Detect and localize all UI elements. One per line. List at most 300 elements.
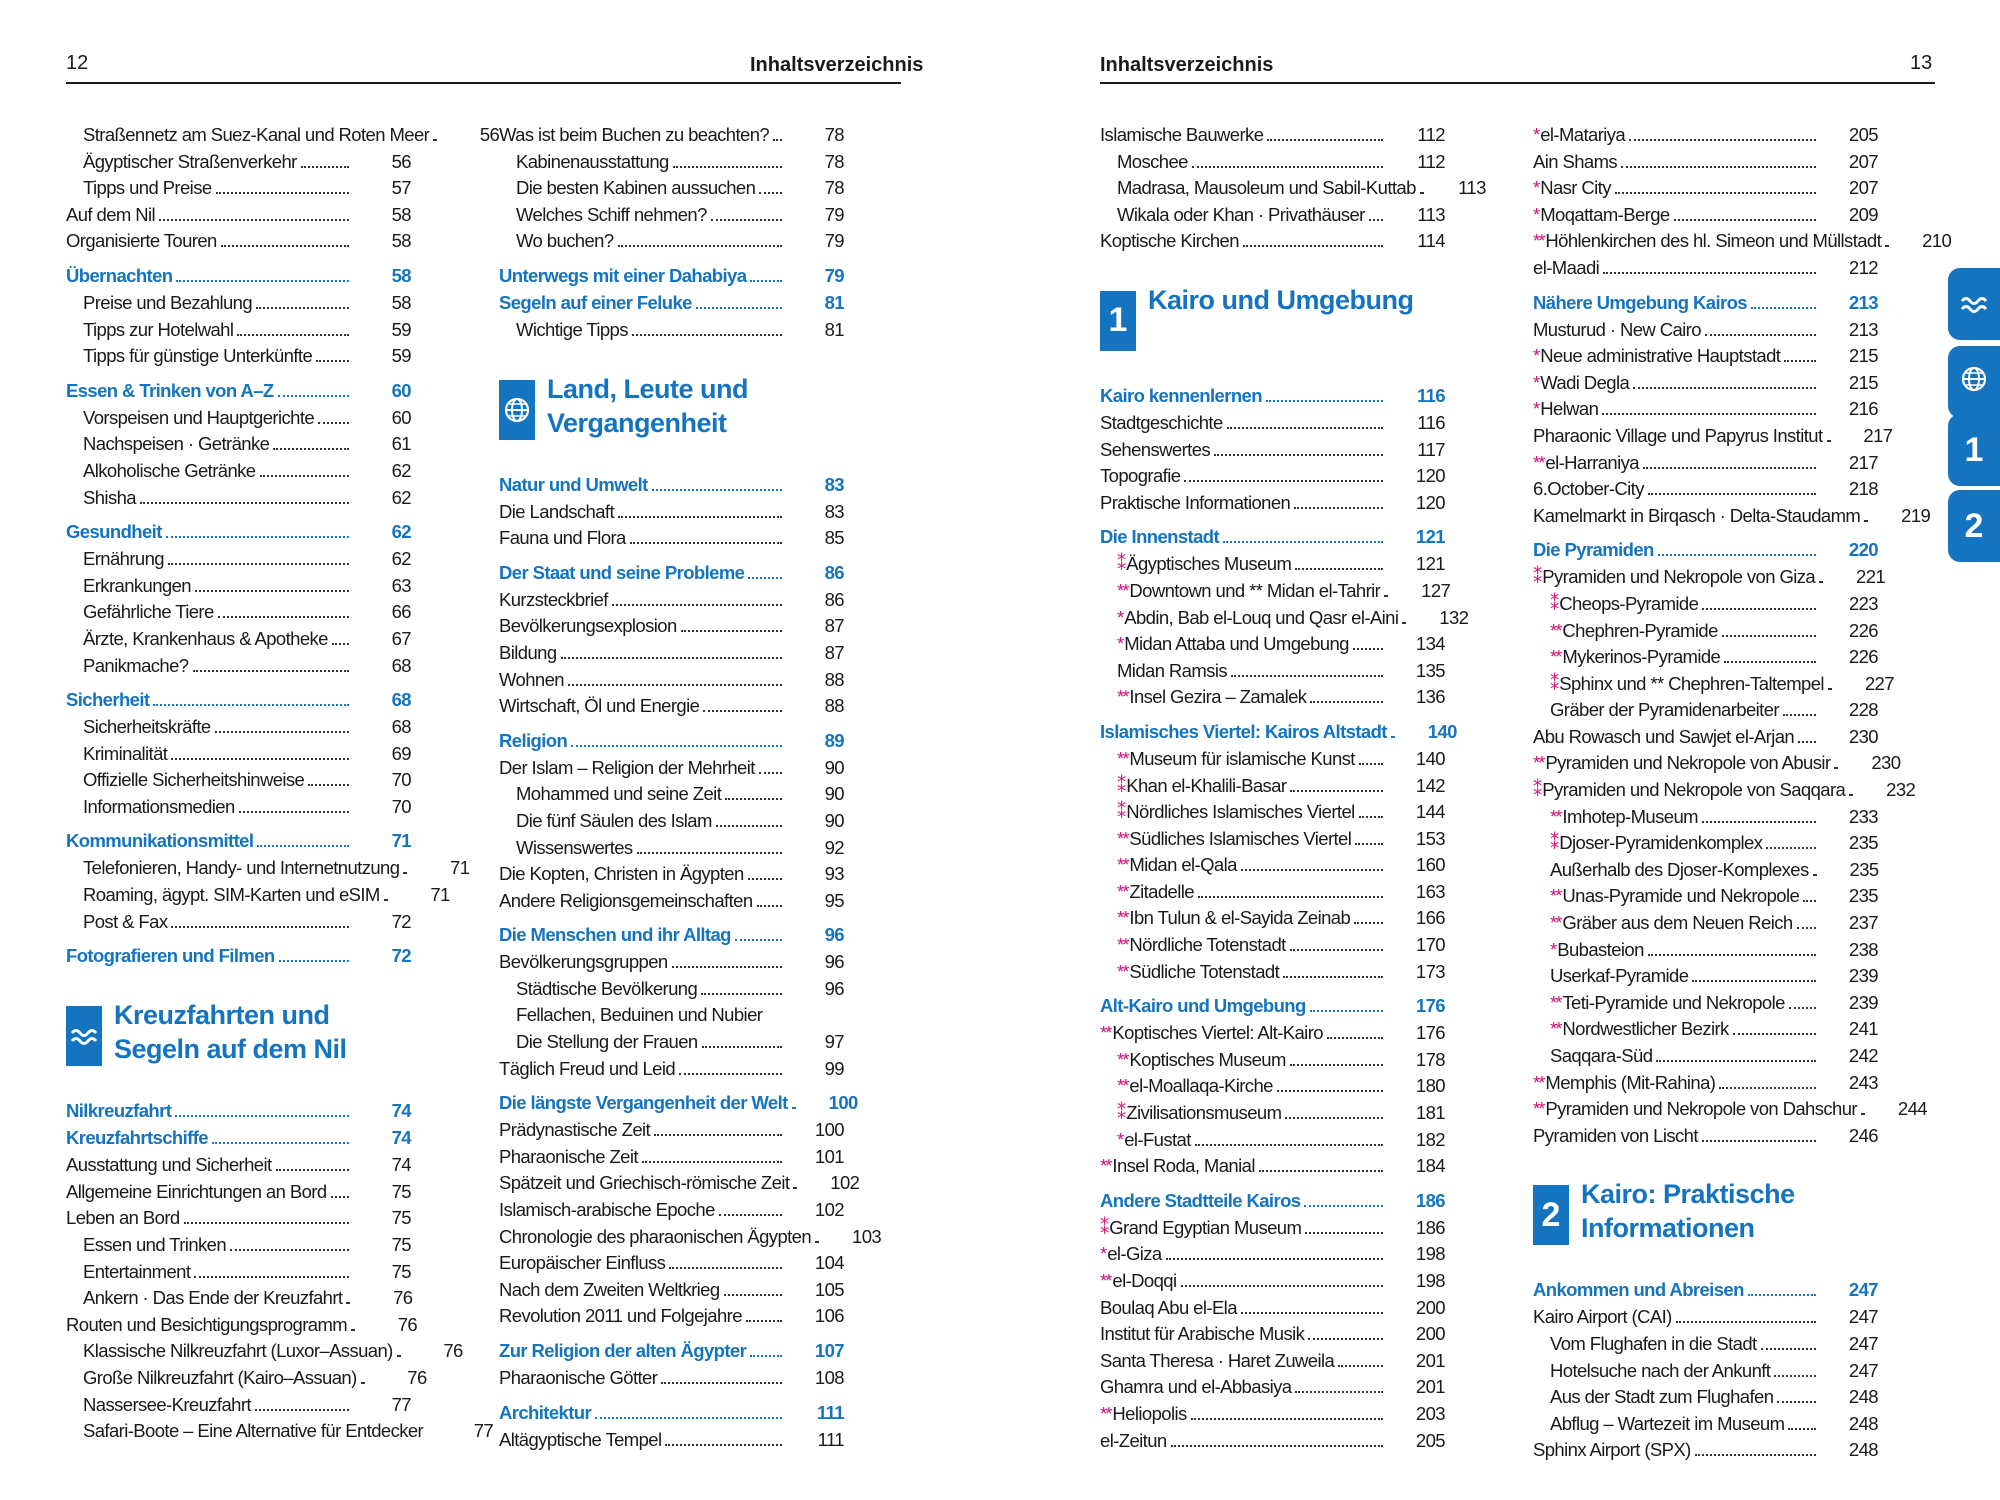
toc-entry-title: Kairo kennenlernen xyxy=(1100,384,1262,406)
toc-entry[interactable] xyxy=(499,1365,844,1392)
toc-entry[interactable] xyxy=(499,175,844,202)
left-header-rule xyxy=(66,82,901,84)
toc-entry[interactable] xyxy=(1100,1047,1445,1074)
page-number: 68 xyxy=(391,716,411,738)
toc-section-entry[interactable] xyxy=(499,263,844,290)
toc-entry[interactable] xyxy=(1533,1358,1878,1385)
toc-section-entry[interactable] xyxy=(1100,383,1445,410)
toc-entry[interactable] xyxy=(1100,1268,1445,1295)
toc-section-entry[interactable] xyxy=(1100,719,1457,746)
toc-entry[interactable] xyxy=(1100,149,1445,176)
toc-entry[interactable] xyxy=(1100,826,1445,853)
toc-entry[interactable] xyxy=(499,667,844,694)
toc-entry-title: Sicherheit xyxy=(66,689,150,711)
toc-entry[interactable] xyxy=(1100,1127,1445,1154)
chapter-heading[interactable] xyxy=(1100,279,1445,375)
toc-entry[interactable] xyxy=(66,228,411,255)
toc-entry-title: Sphinx und ** Chephren-Taltempel xyxy=(1559,672,1824,694)
toc-entry[interactable] xyxy=(1100,1100,1445,1127)
toc-entry[interactable] xyxy=(1533,618,1878,645)
toc-entry[interactable] xyxy=(1533,343,1878,370)
toc-entry[interactable] xyxy=(66,405,411,432)
toc-entry[interactable] xyxy=(1533,671,1894,698)
dot-leader xyxy=(279,960,349,962)
toc-entry[interactable] xyxy=(499,587,844,614)
right-header-rule xyxy=(1100,82,1935,84)
toc-entry[interactable] xyxy=(1533,883,1878,910)
toc-entry[interactable] xyxy=(499,317,844,344)
toc-entry[interactable] xyxy=(1533,228,1952,255)
toc-entry[interactable] xyxy=(499,1170,860,1197)
thumb-tab-label: 1 xyxy=(1964,430,1984,469)
toc-entry[interactable] xyxy=(1533,317,1878,344)
page-number: 120 xyxy=(1415,491,1445,513)
toc-entry[interactable] xyxy=(499,202,844,229)
page-number: 173 xyxy=(1415,960,1445,982)
toc-entry[interactable] xyxy=(66,653,411,680)
toc-entry[interactable] xyxy=(1533,990,1878,1017)
dot-leader xyxy=(1766,847,1816,849)
dot-leader xyxy=(1195,1144,1383,1146)
toc-entry[interactable] xyxy=(66,122,500,149)
toc-entry[interactable] xyxy=(1533,255,1878,282)
dot-leader xyxy=(1384,595,1388,597)
toc-entry[interactable] xyxy=(66,573,411,600)
toc-section-entry[interactable] xyxy=(1533,1277,1878,1304)
toc-entry[interactable] xyxy=(499,1224,882,1251)
page-number: 89 xyxy=(824,729,844,751)
toc-entry-title: Wadi Degla xyxy=(1540,371,1630,393)
toc-entry[interactable] xyxy=(499,1029,844,1056)
toc-entry[interactable] xyxy=(1100,799,1445,826)
toc-entry[interactable] xyxy=(1533,1331,1878,1358)
toc-entry-title: Fellachen, Beduinen und Nubier xyxy=(516,1004,763,1026)
toc-entry-title: Praktische Informationen xyxy=(1100,491,1291,513)
toc-entry[interactable] xyxy=(66,626,411,653)
dot-leader xyxy=(140,502,349,504)
toc-entry[interactable] xyxy=(1533,1411,1878,1438)
page-number: 79 xyxy=(824,230,844,252)
toc-entry[interactable] xyxy=(1533,1437,1878,1464)
thumb-tab-chapter-2[interactable] xyxy=(1948,490,2000,562)
page-number: 75 xyxy=(391,1234,411,1256)
page-number: 59 xyxy=(391,345,411,367)
toc-entry[interactable] xyxy=(66,1338,463,1365)
toc-entry[interactable] xyxy=(1100,122,1445,149)
toc-entry-title: el-Fustat xyxy=(1124,1128,1191,1150)
toc-entry[interactable] xyxy=(66,1418,494,1445)
dot-leader xyxy=(632,334,782,336)
toc-entry[interactable] xyxy=(1533,370,1878,397)
dot-leader xyxy=(193,670,350,672)
toc-entry-title: Die Landschaft xyxy=(499,500,615,522)
toc-entry[interactable] xyxy=(66,909,411,936)
toc-entry-title: Nähere Umgebung Kairos xyxy=(1533,291,1747,313)
dot-leader xyxy=(153,704,349,706)
dot-leader xyxy=(654,1134,782,1136)
toc-entry[interactable] xyxy=(1100,1215,1445,1242)
chapter-heading[interactable] xyxy=(66,994,411,1090)
toc-entry[interactable] xyxy=(499,228,844,255)
toc-entry-title: Höhlenkirchen des hl. Simeon und Müllstadt xyxy=(1545,230,1882,252)
toc-section-entry[interactable] xyxy=(66,828,411,855)
toc-entry[interactable] xyxy=(1533,777,1916,804)
toc-section-entry[interactable] xyxy=(1100,524,1445,551)
toc-section-entry[interactable] xyxy=(1533,290,1878,317)
toc-entry[interactable] xyxy=(1100,773,1445,800)
toc-entry[interactable] xyxy=(1100,852,1445,879)
toc-entry[interactable] xyxy=(1100,1374,1445,1401)
toc-entry[interactable] xyxy=(1533,963,1878,990)
page-number: 60 xyxy=(391,406,411,428)
toc-entry-title: el-Doqqi xyxy=(1112,1270,1177,1291)
toc-section-entry[interactable] xyxy=(499,560,844,587)
toc-entry[interactable] xyxy=(1533,1123,1878,1150)
toc-section-entry[interactable] xyxy=(66,1098,411,1125)
toc-section-entry[interactable] xyxy=(66,378,411,405)
dot-leader xyxy=(735,939,782,941)
toc-entry[interactable] xyxy=(1100,1348,1445,1375)
rating-stars-icon: ** xyxy=(1533,230,1544,252)
toc-entry[interactable] xyxy=(1533,202,1878,229)
toc-entry[interactable] xyxy=(1533,1384,1878,1411)
toc-section-entry[interactable] xyxy=(66,687,411,714)
toc-entry[interactable] xyxy=(1100,1295,1445,1322)
page-number: 207 xyxy=(1848,150,1878,172)
toc-entry[interactable] xyxy=(499,888,844,915)
dot-leader xyxy=(571,745,782,747)
rating-stars-icon: ** xyxy=(1117,880,1128,902)
page-number: 134 xyxy=(1415,633,1445,655)
toc-entry[interactable] xyxy=(1533,910,1878,937)
thumb-tab-cruises[interactable] xyxy=(1948,268,2000,340)
page-number: 61 xyxy=(391,433,411,455)
toc-entry[interactable] xyxy=(66,546,411,573)
toc-entry[interactable] xyxy=(1533,1070,1878,1097)
page-number: 70 xyxy=(391,795,411,817)
toc-entry-title: Organisierte Touren xyxy=(66,230,217,252)
toc-entry[interactable] xyxy=(499,781,844,808)
toc-entry[interactable] xyxy=(66,1285,411,1312)
toc-entry[interactable] xyxy=(1100,490,1445,517)
toc-entry[interactable] xyxy=(66,149,411,176)
toc-section-entry[interactable] xyxy=(499,1090,858,1117)
toc-entry[interactable] xyxy=(499,499,844,526)
toc-entry-title: Boulaq Abu el-Ela xyxy=(1100,1296,1237,1318)
toc-entry-title: Fauna und Flora xyxy=(499,527,626,549)
toc-section-entry[interactable] xyxy=(1533,537,1878,564)
page-number: 83 xyxy=(824,473,844,495)
chapter-heading[interactable] xyxy=(499,368,844,464)
toc-entry[interactable] xyxy=(499,1427,844,1454)
toc-entry[interactable] xyxy=(499,149,844,176)
toc-entry-title: Städtische Bevölkerung xyxy=(516,977,698,999)
toc-entry-title: Essen & Trinken von A–Z xyxy=(66,379,274,401)
toc-entry-title: Nördliche Totenstadt xyxy=(1129,934,1286,956)
dot-leader xyxy=(403,872,407,874)
dot-leader xyxy=(1748,1294,1816,1296)
toc-entry[interactable] xyxy=(66,1205,411,1232)
page-number: 144 xyxy=(1415,801,1445,823)
toc-entry[interactable] xyxy=(1100,746,1445,773)
toc-entry[interactable] xyxy=(66,202,411,229)
toc-entry[interactable] xyxy=(66,599,411,626)
toc-entry[interactable] xyxy=(66,1232,411,1259)
toc-section-entry[interactable] xyxy=(499,1400,844,1427)
toc-entry[interactable] xyxy=(1100,551,1445,578)
toc-entry[interactable] xyxy=(66,1152,411,1179)
toc-section-entry[interactable] xyxy=(1100,993,1445,1020)
page-number: 74 xyxy=(391,1127,411,1149)
toc-section-entry[interactable] xyxy=(66,263,411,290)
toc-section-entry[interactable] xyxy=(499,290,844,317)
rating-stars-icon: ** xyxy=(1117,907,1128,929)
toc-entry-title: Koptisches Viertel: Alt-Kairo xyxy=(1112,1022,1323,1044)
rating-stars-icon: ⁑ xyxy=(1533,566,1541,588)
dot-leader xyxy=(1267,139,1383,141)
toc-entry[interactable] xyxy=(1533,396,1878,423)
dot-leader xyxy=(1241,1312,1383,1314)
page-number: 71 xyxy=(391,830,411,852)
toc-entry[interactable] xyxy=(1100,658,1445,685)
page-number: 219 xyxy=(1901,504,1931,526)
page-number: 121 xyxy=(1415,553,1445,575)
dot-leader xyxy=(702,1046,782,1048)
toc-entry[interactable] xyxy=(1100,1153,1445,1180)
toc-entry[interactable] xyxy=(1533,1016,1878,1043)
toc-entry-title: Kriminalität xyxy=(83,742,168,764)
toc-entry[interactable] xyxy=(1533,1096,1927,1123)
toc-entry[interactable] xyxy=(66,317,411,344)
toc-entry[interactable] xyxy=(499,1250,844,1277)
toc-entry[interactable] xyxy=(1533,122,1878,149)
toc-entry[interactable] xyxy=(499,122,844,149)
toc-entry[interactable] xyxy=(66,343,411,370)
toc-entry[interactable] xyxy=(1533,1043,1878,1070)
toc-entry[interactable] xyxy=(499,525,844,552)
toc-entry[interactable] xyxy=(1100,1321,1445,1348)
dot-leader xyxy=(1295,1391,1383,1393)
dot-leader xyxy=(759,192,782,194)
dot-leader xyxy=(652,489,782,491)
toc-entry[interactable] xyxy=(499,1002,844,1029)
toc-entry[interactable] xyxy=(1100,228,1445,255)
toc-entry[interactable] xyxy=(499,1197,844,1224)
dot-leader xyxy=(1633,387,1816,389)
toc-entry-title: Preise und Bezahlung xyxy=(83,291,253,313)
page-number: 78 xyxy=(824,177,844,199)
toc-entry[interactable] xyxy=(1533,804,1878,831)
chapter-heading[interactable] xyxy=(1533,1173,1878,1269)
toc-entry[interactable] xyxy=(1533,503,1931,530)
toc-entry[interactable] xyxy=(499,640,844,667)
toc-entry[interactable] xyxy=(499,693,844,720)
toc-entry[interactable] xyxy=(1533,175,1878,202)
dot-leader xyxy=(1828,688,1832,690)
toc-entry[interactable] xyxy=(1100,932,1445,959)
dot-leader xyxy=(793,1187,797,1189)
toc-entry[interactable] xyxy=(1100,175,1486,202)
page-number: 212 xyxy=(1848,256,1878,278)
toc-entry[interactable] xyxy=(66,794,411,821)
rating-stars-icon: * xyxy=(1533,203,1539,225)
toc-entry[interactable] xyxy=(66,767,411,794)
dot-leader xyxy=(351,1329,355,1331)
toc-entry[interactable] xyxy=(66,855,470,882)
page-number: 105 xyxy=(814,1278,844,1300)
toc-entry-title: Vorspeisen und Hauptgerichte xyxy=(83,406,315,428)
toc-entry-title: Nassersee-Kreuzfahrt xyxy=(83,1393,251,1415)
dot-leader xyxy=(278,395,349,397)
toc-entry[interactable] xyxy=(1533,857,1878,884)
toc-entry-title: Zur Religion der alten Ägypter xyxy=(499,1340,747,1361)
toc-entry[interactable] xyxy=(66,1312,418,1339)
toc-entry[interactable] xyxy=(499,1277,844,1304)
dot-leader xyxy=(1656,1060,1816,1062)
toc-entry-title: Alt-Kairo und Umgebung xyxy=(1100,995,1306,1017)
toc-entry[interactable] xyxy=(1100,437,1445,464)
toc-entry[interactable] xyxy=(66,1259,411,1286)
toc-entry[interactable] xyxy=(1100,879,1445,906)
toc-entry[interactable] xyxy=(1100,202,1445,229)
toc-entry[interactable] xyxy=(1100,578,1451,605)
page-number: 87 xyxy=(824,615,844,637)
toc-section-entry[interactable] xyxy=(66,519,411,546)
page-number: 104 xyxy=(814,1252,844,1274)
dot-leader xyxy=(1214,454,1383,456)
toc-entry[interactable] xyxy=(1533,830,1878,857)
toc-section-entry[interactable] xyxy=(499,728,844,755)
toc-column-2 xyxy=(499,122,882,1453)
toc-entry-title: Sphinx Airport (SPX) xyxy=(1533,1439,1691,1461)
toc-entry-title: Pyramiden und Nekropole von Saqqara xyxy=(1542,779,1846,801)
left-page-number: 12 xyxy=(66,52,89,74)
toc-entry[interactable] xyxy=(1533,724,1878,751)
toc-entry[interactable] xyxy=(1533,750,1901,777)
toc-entry[interactable] xyxy=(66,741,411,768)
toc-entry[interactable] xyxy=(66,714,411,741)
toc-entry-title: Kurzsteckbrief xyxy=(499,588,608,610)
toc-entry[interactable] xyxy=(66,485,411,512)
page-number: 101 xyxy=(814,1145,844,1167)
toc-entry-title: Abdin, Bab el-Louq und Qasr el-Aini xyxy=(1124,606,1399,628)
page-number: 88 xyxy=(824,668,844,690)
toc-entry[interactable] xyxy=(1533,937,1878,964)
dot-leader xyxy=(1789,1007,1816,1009)
toc-entry[interactable] xyxy=(499,976,844,1003)
toc-entry[interactable] xyxy=(1100,605,1469,632)
dot-leader xyxy=(1359,763,1383,765)
toc-section-entry[interactable] xyxy=(499,922,844,949)
toc-section-entry[interactable] xyxy=(66,1125,411,1152)
toc-entry[interactable] xyxy=(1100,410,1445,437)
toc-entry[interactable] xyxy=(1100,1241,1445,1268)
page-number: 77 xyxy=(473,1420,494,1442)
toc-entry-title: Panikmache? xyxy=(83,654,189,676)
toc-entry-title: Kamelmarkt in Birqasch · Delta-Staudamm xyxy=(1533,504,1861,526)
toc-entry[interactable] xyxy=(66,431,411,458)
toc-section-entry[interactable] xyxy=(499,472,844,499)
page-number: 140 xyxy=(1415,747,1445,769)
toc-entry[interactable] xyxy=(66,175,411,202)
toc-entry[interactable] xyxy=(499,755,844,782)
toc-entry[interactable] xyxy=(499,1117,844,1144)
toc-entry[interactable] xyxy=(66,882,450,909)
dot-leader xyxy=(681,630,782,632)
dot-leader xyxy=(1621,166,1816,168)
toc-entry-title: Mykerinos-Pyramide xyxy=(1562,646,1721,668)
page-number: 181 xyxy=(1415,1102,1445,1124)
page-number: 62 xyxy=(391,486,411,508)
toc-section-entry[interactable] xyxy=(499,1338,844,1365)
dot-leader xyxy=(176,280,349,282)
dot-leader xyxy=(672,966,782,968)
toc-section-entry[interactable] xyxy=(66,943,411,970)
toc-entry[interactable] xyxy=(499,1303,844,1330)
toc-entry[interactable] xyxy=(66,458,411,485)
dot-leader xyxy=(1803,900,1816,902)
toc-entry[interactable] xyxy=(1533,1304,1878,1331)
page-number: 113 xyxy=(1458,177,1486,199)
toc-entry[interactable] xyxy=(1533,423,1893,450)
toc-entry[interactable] xyxy=(1533,564,1886,591)
toc-entry-title: Koptische Kirchen xyxy=(1100,230,1239,252)
toc-entry[interactable] xyxy=(1100,959,1445,986)
toc-entry[interactable] xyxy=(66,1179,411,1206)
dot-leader xyxy=(1827,440,1831,442)
toc-entry[interactable] xyxy=(499,861,844,888)
rating-stars-icon: ** xyxy=(1550,646,1561,668)
toc-entry[interactable] xyxy=(1533,149,1878,176)
toc-entry[interactable] xyxy=(499,835,844,862)
toc-entry[interactable] xyxy=(499,808,844,835)
toc-entry[interactable] xyxy=(1533,450,1878,477)
toc-entry-title: Vom Flughafen in die Stadt xyxy=(1550,1332,1757,1354)
thumb-tab-country[interactable] xyxy=(1948,346,2000,418)
thumb-tab-chapter-1[interactable] xyxy=(1948,414,2000,486)
toc-entry[interactable] xyxy=(66,1365,427,1392)
toc-entry[interactable] xyxy=(499,1056,844,1083)
dot-leader xyxy=(1834,767,1838,769)
toc-entry[interactable] xyxy=(499,613,844,640)
toc-entry-title: Außerhalb des Djoser-Komplexes xyxy=(1550,858,1809,880)
toc-entry[interactable] xyxy=(1533,591,1878,618)
dot-leader xyxy=(1283,976,1383,978)
toc-entry[interactable] xyxy=(499,1144,844,1171)
page-number: 78 xyxy=(824,124,844,145)
toc-entry[interactable] xyxy=(66,290,411,317)
toc-entry[interactable] xyxy=(1100,1020,1445,1047)
toc-entry[interactable] xyxy=(66,1392,411,1419)
dot-leader xyxy=(673,166,782,168)
toc-entry[interactable] xyxy=(1100,905,1445,932)
toc-entry[interactable] xyxy=(1100,1073,1445,1100)
dot-leader xyxy=(618,516,782,518)
dot-leader xyxy=(1643,467,1816,469)
toc-entry[interactable] xyxy=(1100,1401,1445,1428)
toc-entry[interactable] xyxy=(1100,463,1445,490)
toc-entry[interactable] xyxy=(1533,476,1878,503)
toc-entry[interactable] xyxy=(1100,1428,1445,1455)
toc-entry[interactable] xyxy=(499,949,844,976)
toc-section-entry[interactable] xyxy=(1100,1188,1445,1215)
toc-entry-title: Architektur xyxy=(499,1401,592,1423)
toc-entry[interactable] xyxy=(1533,697,1878,724)
toc-entry[interactable] xyxy=(1100,631,1445,658)
toc-entry[interactable] xyxy=(1100,684,1445,711)
toc-entry-title: Khan el-Khalili-Basar xyxy=(1126,774,1287,796)
toc-entry[interactable] xyxy=(1533,644,1878,671)
